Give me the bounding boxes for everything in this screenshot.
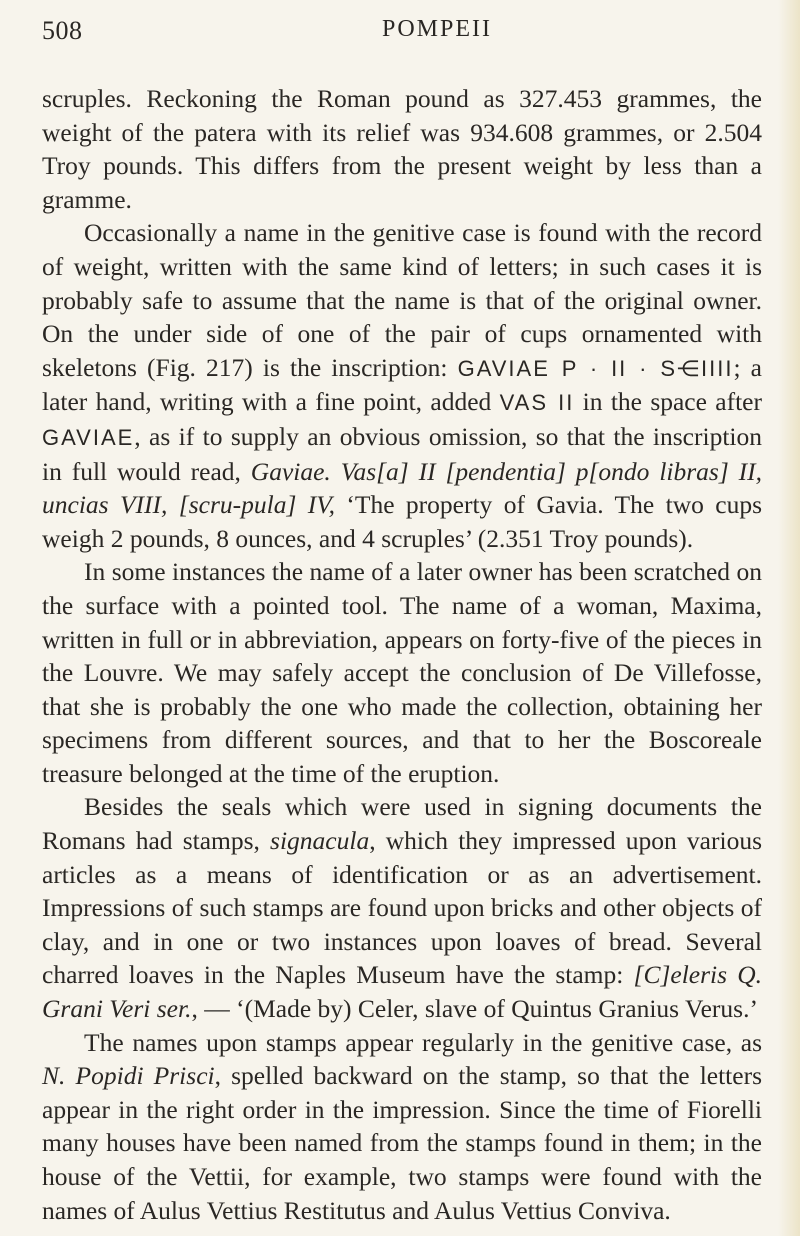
paragraph-1: scruples. Reckoning the Roman pound as 327.453 grammes, the weight of the patera with its relief was 934.608 grammes, or 2.504 Troy pounds. This differs from the present weight by less than a gramme. bbox=[42, 84, 762, 214]
page-number: 508 bbox=[42, 16, 83, 45]
paragraph-2 bbox=[42, 216, 762, 555]
running-head: POMPEII bbox=[381, 16, 492, 42]
paragraph-3: In some instances the name of a later owner has been scratched on the surface with a pointed tool. The name of a woman, Maxima, written in full or in abbreviation, appears on forty-five of the pieces in the Louvre. We may safely accept the conclusion of De Villefosse, that she is probably the one who made the collection, obtaining her specimens from different sources, and that to her the Boscoreale treasure belonged at the time of the eruption. bbox=[42, 557, 762, 788]
p2-text-b: ; a later hand, writing with a fine point, added bbox=[42, 352, 762, 417]
inscription-gaviae-full: GAVIAE P · II · S⋲IIII bbox=[457, 355, 734, 381]
body-text bbox=[42, 82, 762, 1227]
stamp-inscription: [C]eleris Q. Grani Veri ser. bbox=[42, 960, 762, 1024]
p5-text-b: , spelled backward on the stamp, so that the letters appear in the right order in the impression. Since the time of Fiorelli many houses have been named from the stamps found in them; in the house of the Vettii, for example, two stamps were found with the names of Aulus Vettius Restitutus and Aulus Vettius Conviva. bbox=[42, 1061, 763, 1225]
page-header bbox=[42, 10, 762, 50]
inscription-vas: VAS II bbox=[499, 390, 575, 416]
p2-text-d: , as if to supply an obvious omission, so that the inscription in full would read, bbox=[42, 421, 762, 486]
latin-inscription-expanded: Gaviae. Vas[a] II [pendentia] p[ondo libras] II, uncias VIII, [scru-pula] IV, bbox=[42, 456, 763, 520]
paragraph-4 bbox=[42, 790, 762, 1025]
p4-text-a: Besides the seals which were used in signing documents the Romans had stamps, bbox=[42, 792, 762, 856]
p2-text-a: Occasionally a name in the genitive case is found with the record of weight, written with the same kind of letters; in such cases it is probably safe to assume that the name is that of the original owner. On the under side of one of the pair of cups ornamented with skeletons (Fig. 217) is the inscription: bbox=[42, 218, 762, 382]
p4-text-b: , which they impressed upon various articles as a means of identification or as an advertisement. Impressions of such stamps are found upon bricks and other objects of clay, and in one or two instances upon loaves of bread. Several charred loaves in the Naples Museum have the stamp: bbox=[42, 826, 762, 990]
page-edge-shading bbox=[778, 0, 800, 1236]
stamp-name-popidi: N. Popidi Prisci bbox=[42, 1061, 215, 1091]
term-signacula: signacula bbox=[270, 826, 370, 856]
p2-text-c: in the space after bbox=[574, 387, 762, 417]
paragraph-5 bbox=[42, 1026, 762, 1228]
p5-text-a: The names upon stamps appear regularly in the genitive case, as bbox=[84, 1027, 762, 1057]
p2-text-e: ‘The property of Gavia. The two cups weigh 2 pounds, 8 ounces, and 4 scruples’ (2.351 Troy pounds). bbox=[42, 490, 763, 553]
p4-text-c: , — ‘(Made by) Celer, slave of Quintus Granius Verus.’ bbox=[191, 994, 758, 1024]
inscription-gaviae: GAVIAE bbox=[42, 424, 135, 450]
